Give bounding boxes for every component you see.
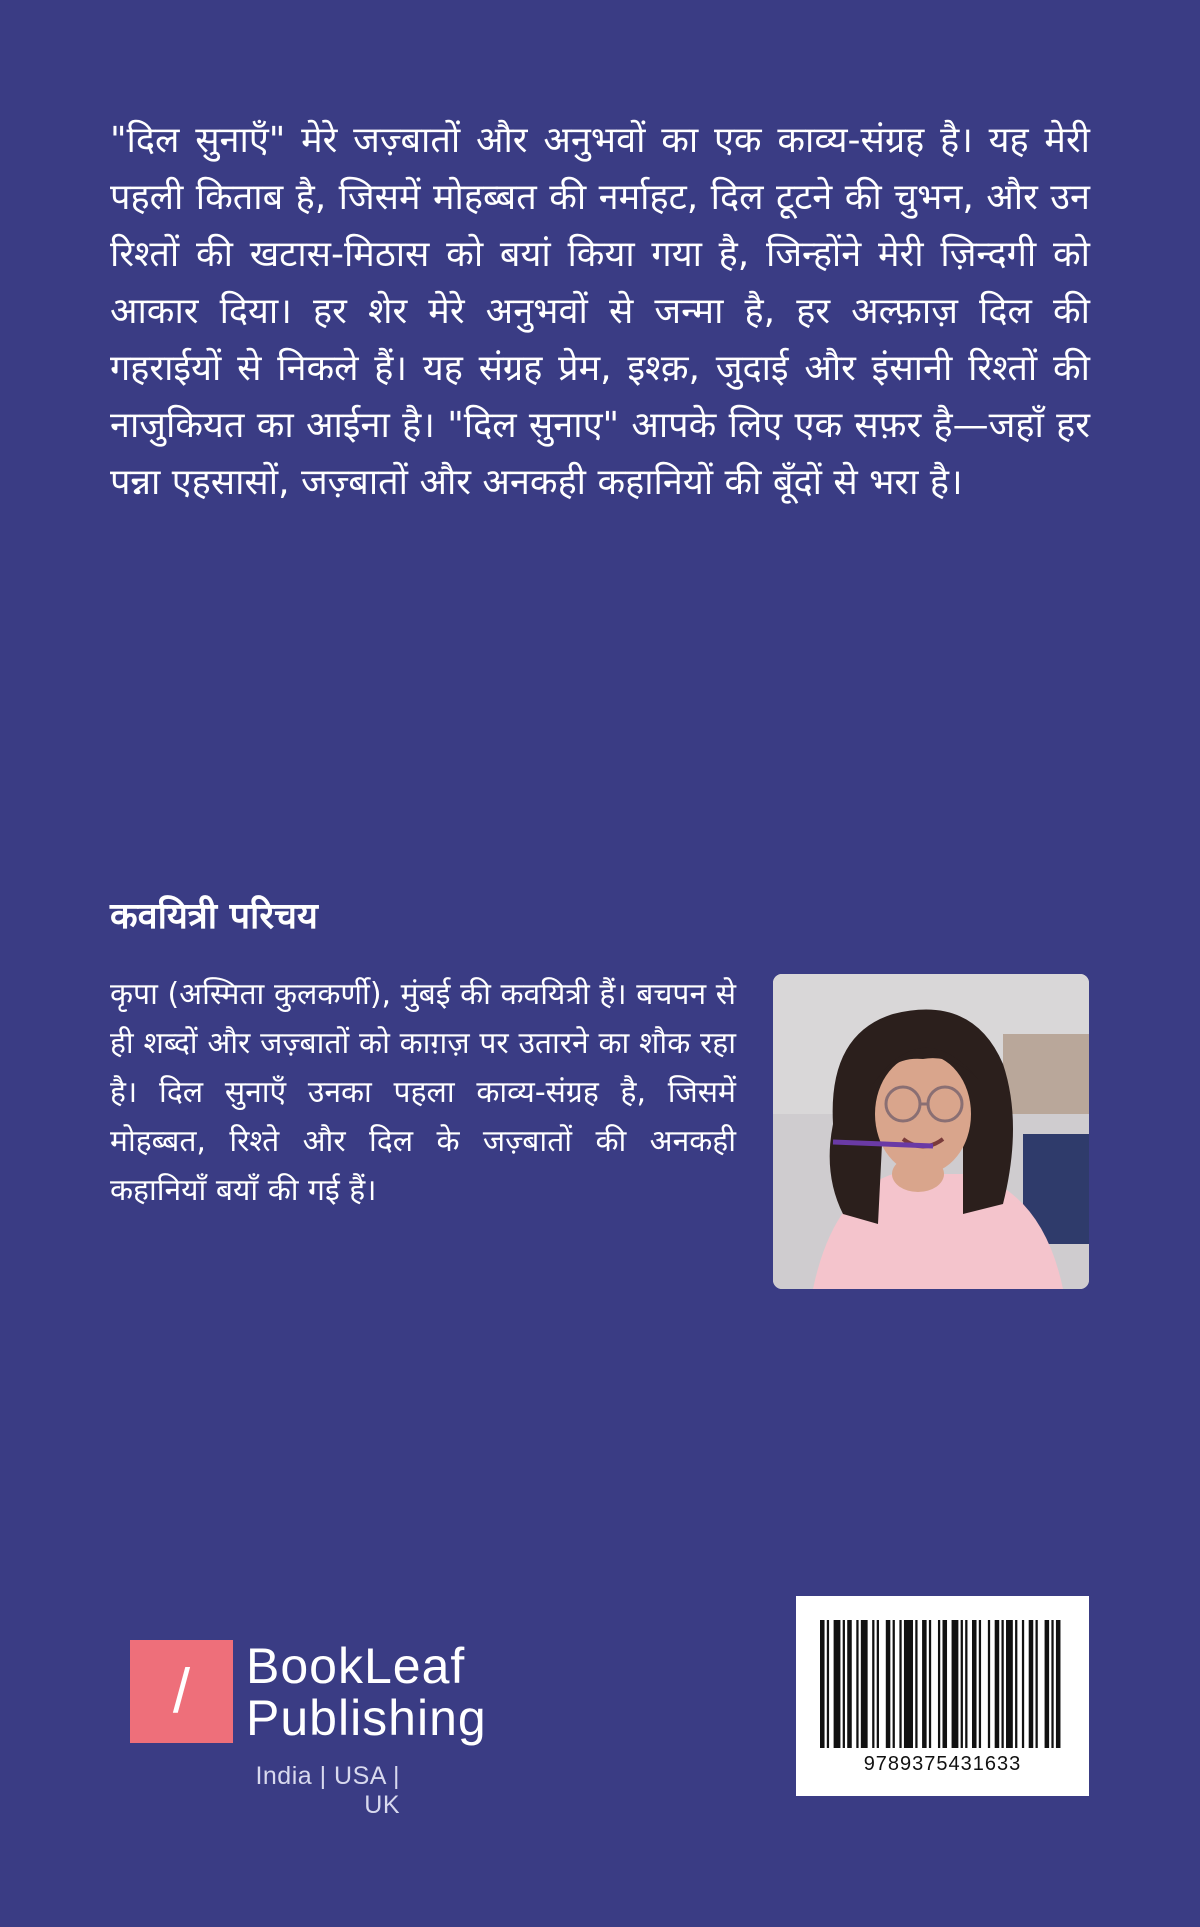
barcode-bar bbox=[1056, 1620, 1061, 1748]
barcode-bar bbox=[1022, 1620, 1024, 1748]
barcode-bar bbox=[827, 1620, 829, 1748]
barcode-bar bbox=[1051, 1620, 1053, 1748]
barcode-bar bbox=[915, 1620, 917, 1748]
barcode-bar bbox=[1006, 1620, 1013, 1748]
publisher-logo-mark bbox=[130, 1640, 233, 1743]
author-bio-heading: कवयित्री परिचय bbox=[110, 896, 318, 937]
barcode-bar bbox=[834, 1620, 841, 1748]
barcode-bar bbox=[820, 1620, 825, 1748]
barcode-bar bbox=[1001, 1620, 1003, 1748]
barcode-bar bbox=[872, 1620, 874, 1748]
barcode-bar bbox=[843, 1620, 845, 1748]
barcode-bar bbox=[861, 1620, 868, 1748]
barcode-bar bbox=[961, 1620, 963, 1748]
barcode-bar bbox=[929, 1620, 931, 1748]
barcode-bar bbox=[893, 1620, 895, 1748]
barcode-bar bbox=[965, 1620, 967, 1748]
barcode-bar bbox=[995, 1620, 1000, 1748]
isbn-barcode bbox=[796, 1596, 1089, 1796]
author-bio-text: कृपा (अस्मिता कुलकर्णी), मुंबई की कवयित्री हैं। बचपन से ही शब्दों और जज़्बातों को काग़ज़ पर उतारने का शौक रहा है। दिल सुनाएँ उनका पहला काव्य-संग्रह है, जिसमें मोहब्बत, रिश्ते और दिल के जज़्बातों की अनकही कहानियाँ बयाँ की गई हैं। bbox=[110, 977, 736, 1208]
barcode-bar bbox=[922, 1620, 927, 1748]
barcode-bar bbox=[904, 1620, 913, 1748]
barcode-bar bbox=[972, 1620, 977, 1748]
barcode-bar bbox=[899, 1620, 901, 1748]
logo-slash-glyph: / bbox=[172, 1657, 191, 1726]
barcode-bar bbox=[952, 1620, 959, 1748]
barcode-bar bbox=[1015, 1620, 1017, 1748]
barcode-bar bbox=[988, 1620, 990, 1748]
barcode-bar bbox=[1045, 1620, 1050, 1748]
barcode-bar bbox=[938, 1620, 940, 1748]
publisher-regions: India | USA | UK bbox=[255, 1762, 400, 1819]
barcode-bar bbox=[1036, 1620, 1038, 1748]
barcode-bar bbox=[1029, 1620, 1034, 1748]
author-photo bbox=[773, 974, 1089, 1289]
barcode-bars bbox=[820, 1620, 1065, 1748]
isbn-number: 9789375431633 bbox=[863, 1753, 1022, 1775]
barcode-bar bbox=[847, 1620, 852, 1748]
barcode-bar bbox=[886, 1620, 891, 1748]
publisher-name-line1: BookLeaf bbox=[246, 1638, 466, 1694]
publisher-name-line2: Publishing bbox=[246, 1690, 487, 1746]
barcode-bar bbox=[856, 1620, 858, 1748]
barcode-bar bbox=[979, 1620, 981, 1748]
barcode-bar bbox=[943, 1620, 948, 1748]
barcode-bar bbox=[877, 1620, 879, 1748]
back-cover-blurb: "दिल सुनाएँ" मेरे जज़्बातों और अनुभवों का एक काव्य-संग्रह है। यह मेरी पहली किताब है, जिसमें मोहब्बत की नर्माहट, दिल टूटने की चुभन, और उन रिश्तों की खटास-मिठास को बयां किया गया है, जिन्होंने मेरी ज़िन्दगी को आकार दिया। हर शेर मेरे अनुभवों से जन्मा है, हर अल्फ़ाज़ दिल की गहराईयों से निकले हैं। यह संग्रह प्रेम, इश्क़, जुदाई और इंसानी रिश्तों की नाजुकियत का आईना है। "दिल सुनाए" आपके लिए एक सफ़र है—जहाँ हर पन्ना एहसासों, जज़्बातों और अनकही कहानियों की बूँदों से भरा है। bbox=[110, 120, 1090, 503]
